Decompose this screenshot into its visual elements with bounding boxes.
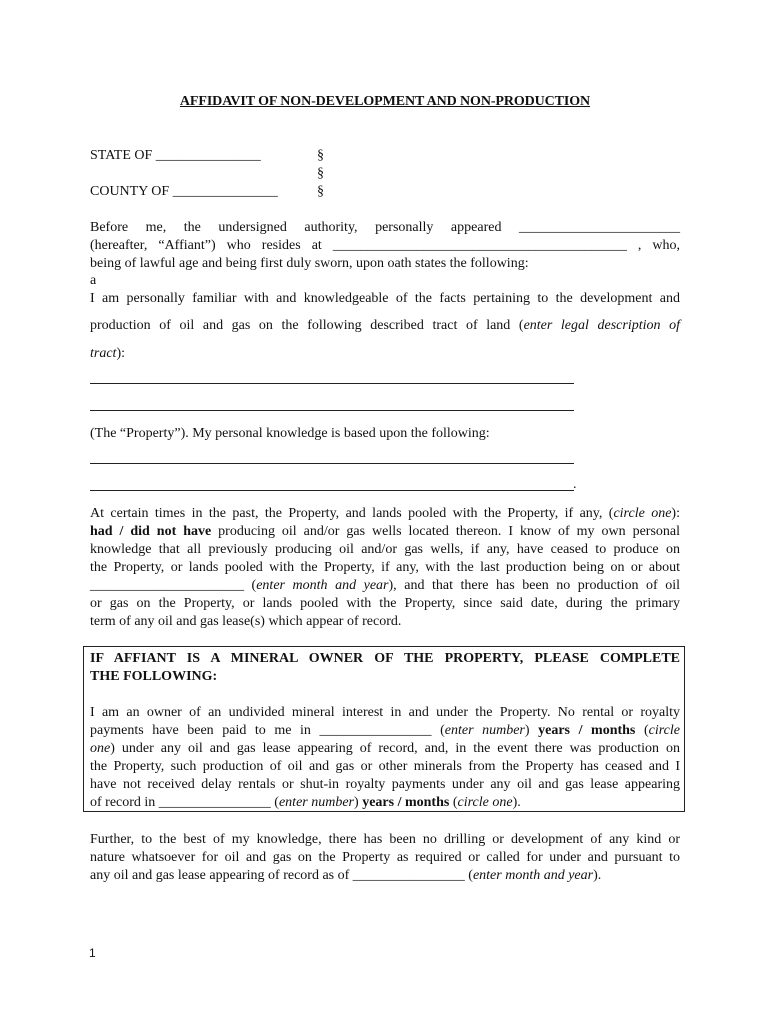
- box-line1: I am an owner of an undivided mineral interest in and under the Property. No rental or royalty: [90, 705, 680, 720]
- property-line: (The “Property”). My personal knowledge is based upon the following:: [90, 426, 490, 441]
- section-symbol-3: §: [317, 184, 324, 199]
- box-line3: one) under any oil and gas lease appearing of record, and, in the event there was production on: [90, 741, 680, 756]
- para3-line7: term of any oil and gas lease(s) which appear of record.: [90, 614, 402, 629]
- para3-line2: had / did not have producing oil and/or gas wells located thereon. I know of my own personal: [90, 524, 680, 539]
- para3-line1: At certain times in the past, the Property, and lands pooled with the Property, if any, (circle one):: [90, 506, 680, 521]
- para1-line3: being of lawful age and being first duly sworn, upon oath states the following:: [90, 256, 529, 271]
- document-title: AFFIDAVIT OF NON-DEVELOPMENT AND NON-PRODUCTION: [179, 94, 591, 109]
- legal-description-blank-2[interactable]: [90, 410, 574, 411]
- box-line6: of record in ________________ (enter number) years / months (circle one).: [90, 795, 521, 810]
- stray-character: a: [90, 273, 97, 288]
- para4-line2: nature whatsoever for oil and gas on the Property as required or called for under and pursuant to: [90, 850, 680, 865]
- para3-line3: knowledge that all previously producing oil and/or gas wells, if any, have ceased to produce on: [90, 542, 680, 557]
- section-symbol-1: §: [317, 148, 324, 163]
- para2-line1: I am personally familiar with and knowledgeable of the facts pertaining to the development and: [90, 291, 680, 306]
- para1-line2: (hereafter, “Affiant”) who resides at __________________________________________ , who,: [90, 238, 680, 253]
- box-heading-line1: IF AFFIANT IS A MINERAL OWNER OF THE PROPERTY, PLEASE COMPLETE: [90, 651, 680, 666]
- county-line: COUNTY OF _______________: [90, 184, 278, 199]
- legal-description-blank-1[interactable]: [90, 383, 574, 384]
- box-line2: payments have been paid to me in ________________ (enter number) years / months (circle: [90, 723, 680, 738]
- para3-line4: the Property, or lands pooled with the Property, if any, with the last production being on or about: [90, 560, 680, 575]
- para4-line3: any oil and gas lease appearing of record as of ________________ (enter month and year).: [90, 868, 602, 883]
- para2-line3: tract):: [90, 346, 126, 361]
- page-number: 1: [89, 946, 96, 960]
- box-heading-line2: THE FOLLOWING:: [90, 669, 218, 684]
- para1-line1: Before me, the undersigned authority, personally appeared _______________________: [90, 220, 680, 235]
- knowledge-blank-1[interactable]: [90, 463, 574, 464]
- box-line5: have not received delay rentals or shut-in royalty payments under any oil and gas lease appearing: [90, 777, 680, 792]
- para2-line2: production of oil and gas on the following described tract of land (enter legal description of: [90, 318, 680, 333]
- para3-line6: or gas on the Property, or lands pooled with the Property, since said date, during the primary: [90, 596, 680, 611]
- section-symbol-2: §: [317, 166, 324, 181]
- para3-line5: ______________________ (enter month and year), and that there has been no production of oil: [90, 578, 680, 593]
- box-line4: the Property, such production of oil and gas or other minerals from the Property has ceased and I: [90, 759, 680, 774]
- state-line: STATE OF _______________: [90, 148, 261, 163]
- knowledge-blank-2[interactable]: [90, 490, 574, 491]
- knowledge-period: .: [573, 477, 577, 492]
- para4-line1: Further, to the best of my knowledge, there has been no drilling or development of any kind or: [90, 832, 680, 847]
